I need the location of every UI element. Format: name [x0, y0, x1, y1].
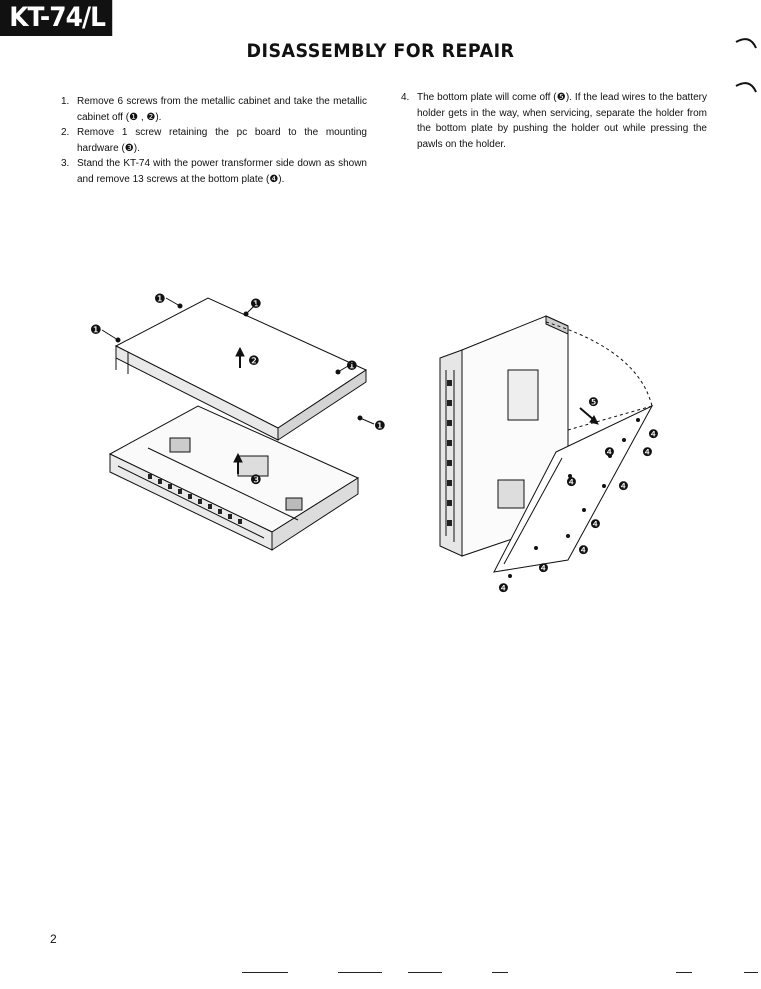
- page-number: 2: [50, 932, 57, 946]
- step-number: 4.: [401, 92, 410, 103]
- callout-screw-4: ❹: [642, 445, 653, 459]
- instruction-step: [401, 90, 707, 152]
- footer-rule: [242, 972, 288, 973]
- step-text: Stand the KT-74 with the power transformer side down as shown and remove 13 screws at the bottom plate (❹).: [77, 158, 367, 185]
- footer-rule: [492, 972, 508, 973]
- step-text: Remove 1 screw retaining the pc board to the mounting hardware (❸).: [77, 127, 367, 154]
- callout-screw-4: ❹: [578, 543, 589, 557]
- callout-screw-1: ❶: [90, 323, 102, 338]
- callout-screw-3: ❸: [250, 473, 262, 488]
- cabinet-removal-figure: [88, 288, 400, 558]
- model-tab: [0, 0, 112, 36]
- footer-rule: [408, 972, 442, 973]
- instructions-right: [401, 90, 707, 152]
- callout-screw-1: ❶: [250, 297, 262, 312]
- callout-screw-4: ❹: [618, 479, 629, 493]
- footer-rule: [338, 972, 382, 973]
- callout-plate-5: ❺: [588, 395, 599, 409]
- callout-screw-1: ❶: [374, 419, 386, 434]
- page-title: DISASSEMBLY FOR REPAIR: [246, 40, 515, 62]
- callout-screw-4: ❹: [590, 517, 601, 531]
- callout-screw-4: ❹: [498, 581, 509, 595]
- footer-rule: [744, 972, 758, 973]
- callout-screw-1: ❶: [346, 359, 358, 374]
- model-number: KT-74/L: [9, 2, 106, 33]
- footer-rule: [676, 972, 692, 973]
- instruction-step: [61, 156, 367, 187]
- instruction-step: [61, 125, 367, 156]
- callout-cabinet-2: ❷: [248, 354, 260, 369]
- step-number: 1.: [61, 96, 70, 107]
- edge-marks: [730, 30, 761, 120]
- instruction-step: [61, 94, 367, 125]
- instructions-left: [61, 94, 367, 188]
- callout-screw-4: ❹: [604, 445, 615, 459]
- step-number: 2.: [61, 127, 70, 139]
- callout-screw-4: ❹: [648, 427, 659, 441]
- step-text: The bottom plate will come off (❺). If the lead wires to the battery holder gets in the way, when servicing, separate the holder from the bottom plate by pushing the holder out while pressing the pawls on the holder.: [417, 92, 707, 150]
- callout-screw-4: ❹: [566, 475, 577, 489]
- step-text: Remove 6 screws from the metallic cabinet and take the metallic cabinet off (❶ , ❷).: [77, 96, 367, 123]
- step-number: 3.: [61, 158, 70, 170]
- callout-screw-1: ❶: [154, 292, 166, 307]
- callout-screw-4: ❹: [538, 561, 549, 575]
- bottom-plate-figure: [438, 310, 678, 600]
